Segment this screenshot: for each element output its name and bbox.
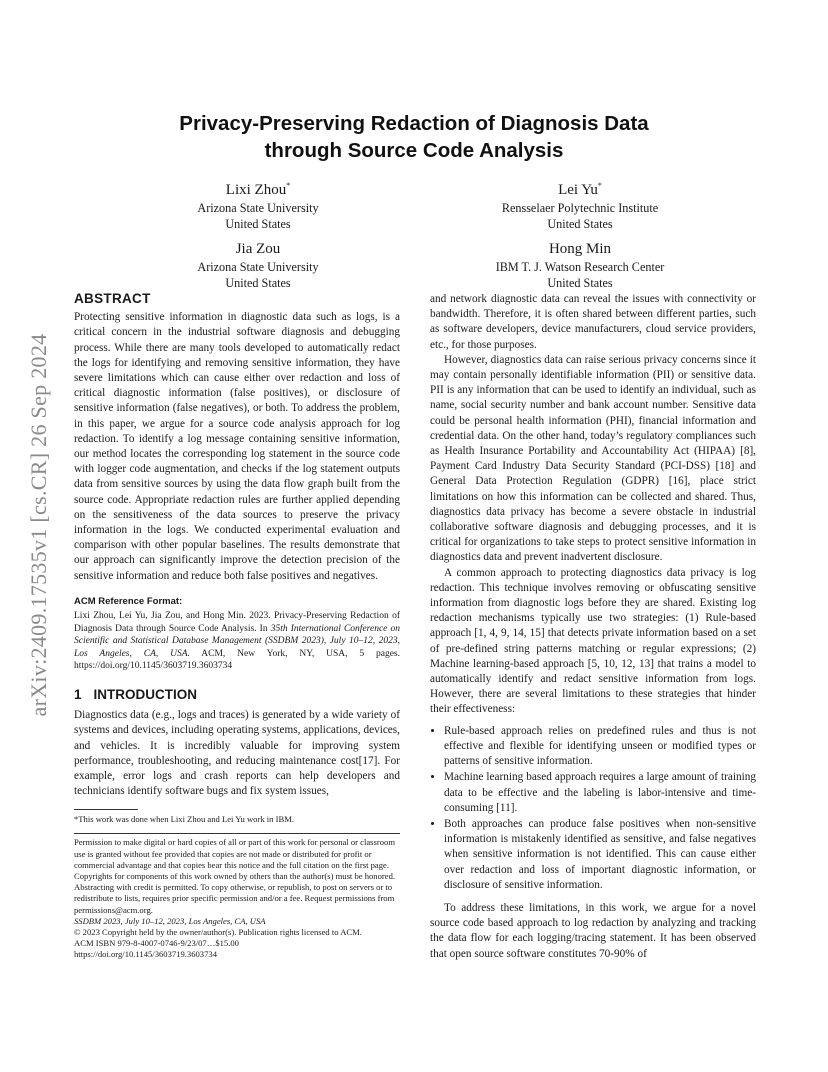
- author-name: Lixi Zhou: [225, 182, 287, 198]
- body-paragraph: To address these limitations, in this work, we argue for a novel source code based approach to log redaction by analyzing and tracking the data flow for each logging/tracing statement. It has been observed that open source software constitutes 70-90% of: [430, 901, 756, 960]
- isbn-line: ACM ISBN 979-8-4007-0746-9/23/07…$15.00: [74, 938, 239, 949]
- limitations-list: [430, 724, 756, 893]
- author-block: [128, 235, 388, 291]
- permission-block: [74, 837, 400, 960]
- permission-text: Permission to make digital or hard copies of all or part of this work for personal or classroom use is granted without fee provided that copies are not made or distributed for profit or commercial advantage and that copies bear this notice and the full citation on the first page. Copyrights for components of this work owned by others than the author(s) must be honored. Abstracting with credit is permitted. To copy otherwise, or republish, to post on servers or to redistribute to lists, requires prior specific permission and/or a fee. Request permissions from permissions@acm.org.: [74, 837, 396, 915]
- author-name: Jia Zou: [235, 241, 281, 257]
- author-block: [450, 176, 710, 232]
- author-block: [450, 235, 710, 291]
- list-item: • Rule-based approach relies on predefined rules and thus is not effective and flexible for identifying unseen or modified types or patterns of sensitive information.: [444, 724, 756, 770]
- introduction-heading: [74, 687, 400, 702]
- body-paragraph: However, diagnostics data can raise serious privacy concerns since it may contain personally identifiable information (PII) or sensitive data. PII is any information that can be used to identify an individual, such as name, social security number and bank account number. Sensitive data could be personal health information (PHI), financial information and credential data. On the other hand, today’s regulatory compliances such as Health Insurance Portability and Accountability Act (HIPAA) [8], Payment Card Industry Data Security Standard (PCI-DSS) [18] and General Data Protection Regulation (GDPR) [16], place strict limitations on how this information can be collected and shared. Thus, diagnostics data privacy has become a severe obstacle in industrial collaborative software diagnosis and debugging processes, and it is critical for organizations to take steps to protect sensitive information in diagnostics data and prevent inadvertent disclosure.: [430, 353, 756, 564]
- author-mark: *: [286, 181, 291, 190]
- doi-link[interactable]: https://doi.org/10.1145/3603719.3603734: [74, 949, 217, 960]
- author-country: United States: [225, 276, 291, 290]
- author-mark: *: [597, 181, 602, 190]
- title-line-1: Privacy-Preserving Redaction of Diagnosis Data: [179, 112, 649, 135]
- paper-title: [100, 110, 728, 164]
- body-paragraph: A common approach to protecting diagnostics data privacy is log redaction. This technique involves removing or obfuscating sensitive information from diagnostic logs before they are shared. Existing log redaction mechanisms typically use two strategies: (1) Rule-based approach [1, 4, 9, 14, 15] that detects private information based on a set of pre-defined string patterns matching or regular expressions; (2) Machine learning-based approach [5, 10, 12, 13] that trains a model to automatically identify and redact sensitive information from logs. However, there are several limitations to these strategies that hinder their effectiveness:: [430, 566, 756, 716]
- author-footnote: *This work was done when Lixi Zhou and Lei Yu work in IBM.: [74, 814, 294, 825]
- author-country: United States: [547, 217, 613, 231]
- arxiv-identifier: arXiv:2409.17535v1 [cs.CR] 26 Sep 2024: [26, 333, 51, 717]
- conference-line: SSDBM 2023, July 10–12, 2023, Los Angeles, CA, USA: [74, 915, 266, 926]
- author-block: [128, 176, 388, 232]
- acm-reference-publisher: ACM, New York, NY, USA, 5 pages. https://doi.org/10.1145/3603719.3603734: [74, 648, 400, 672]
- left-column: [74, 291, 400, 961]
- list-item: • Both approaches can produce false positives when non-sensitive information is mistakenly identified as sensitive, and false negatives when sensitive information is not identified. This can cause either over redaction and loss of important diagnostic information, or disclosure of sensitive information.: [444, 817, 756, 893]
- author-affiliation: Arizona State University: [197, 201, 319, 215]
- author-affiliation: Arizona State University: [197, 260, 319, 274]
- list-item: • Machine learning based approach requires a large amount of training data to be effective and the labeling is labor-intensive and time-consuming [11].: [444, 770, 756, 816]
- footnote-rule: [74, 809, 138, 810]
- author-affiliation: IBM T. J. Watson Research Center: [495, 260, 665, 274]
- body-paragraph: and network diagnostic data can reveal the issues with connectivity or bandwidth. Therefore, it is often shared between different parties, such as software developers, device manufacturers, cloud service providers, etc., for those purposes.: [430, 293, 756, 351]
- acm-reference-authors: Lixi Zhou, Lei Yu, Jia Zou, and Hong Min. 2023. Privacy-Preserving Redaction of Diagnosis Data through Source Code Analysis. In: [74, 611, 400, 634]
- title-line-2: through Source Code Analysis: [264, 139, 564, 162]
- permission-rule: [74, 833, 400, 834]
- section-number: 1: [74, 687, 82, 703]
- author-name: Hong Min: [548, 241, 612, 257]
- acm-reference-heading: ACM Reference Format:: [74, 595, 183, 607]
- author-name: Lei Yu: [558, 182, 598, 198]
- arxiv-sidebar-stamp: [24, 290, 54, 760]
- copyright-line: © 2023 Copyright held by the owner/author(s). Publication rights licensed to ACM.: [74, 927, 362, 938]
- author-country: United States: [225, 217, 291, 231]
- abstract-text: Protecting sensitive information in diagnostic data such as logs, is a critical concern in the industrial software diagnosis and debugging process. While there are many tools developed to automatically redact the logs for identifying and removing sensitive information, they have severe limitations which can cause either over redaction and loss of critical diagnostic information (false positives), or disclosure of sensitive information (false negatives), or both. To address the problem, in this paper, we argue for a source code analysis approach for log redaction. To identify a log message containing sensitive information, our method locates the corresponding log statement in the source code with logger code augmentation, and checks if the log statement outputs data from sensitive sources by using the data flow graph built from the source code. Appropriate redaction rules are further applied depending on the sensitiveness of the data sources to preserve the privacy information in the logs. We conducted experimental evaluation and comparison with other popular baselines. The results demonstrate that our approach can significantly improve the detection precision of the sensitive information and reduce both false positives and negatives.: [74, 311, 400, 582]
- author-affiliation: Rensselaer Polytechnic Institute: [501, 201, 659, 215]
- section-title: INTRODUCTION: [93, 687, 198, 703]
- abstract-heading: ABSTRACT: [74, 291, 151, 306]
- right-column: [430, 292, 756, 962]
- acm-reference-venue: 35th International Conference on Scientific and Statistical Database Management (SSDBM 2023), July 10–12, 2023, Los Angeles, CA, USA.: [74, 623, 400, 659]
- acm-reference-text: [74, 610, 400, 673]
- author-country: United States: [547, 276, 613, 290]
- introduction-paragraph: Diagnostics data (e.g., logs and traces) is generated by a wide variety of systems and devices, including operating systems, applications, devices, and vehicles. It is incredibly valuable for improving system performance, troubleshooting, and reducing maintenance cost[17]. For example, error logs and crash reports can help developers and technicians identify software bugs and fix system issues,: [74, 709, 400, 798]
